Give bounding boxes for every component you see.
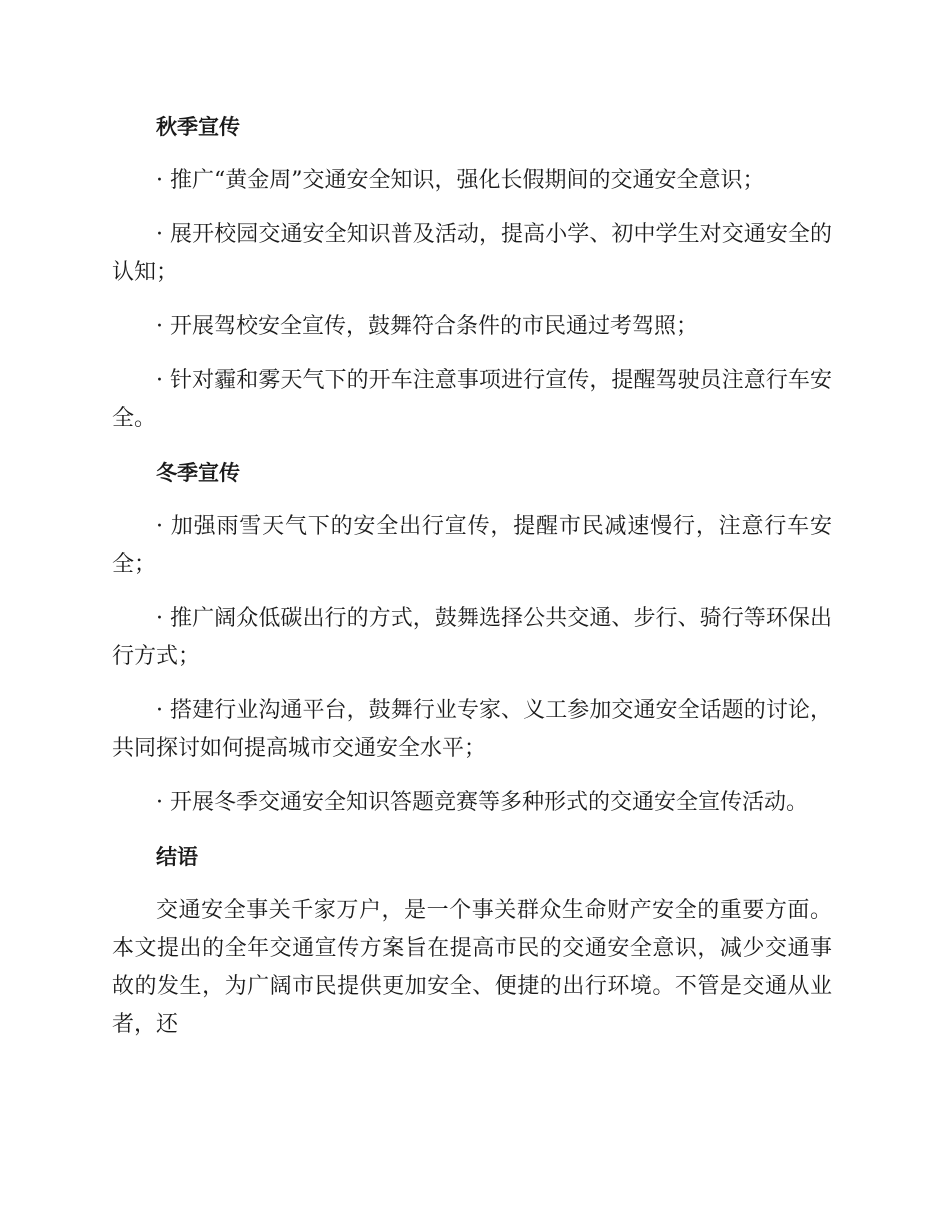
list-item: · 加强雨雪天气下的安全出行宣传，提醒市民减速慢行，注意行车安全； [112,514,832,577]
section-heading-winter: 冬季宣传 [156,461,240,485]
list-item: · 开展冬季交通安全知识答题竞赛等多种形式的交通安全宣传活动。 [156,790,808,815]
list-item: · 展开校园交通安全知识普及活动，提高小学、初中学生对交通安全的认知； [112,222,832,285]
section-heading-autumn: 秋季宣传 [156,115,240,139]
document-body [112,108,832,1060]
list-item: · 针对霾和雾天气下的开车注意事项进行宣传，提醒驾驶员注意行车安全。 [112,368,832,431]
list-item: · 推广“黄金周”交通安全知识，强化长假期间的交通安全意识； [156,168,765,193]
conclusion-paragraph: 交通安全事关千家万户，是一个事关群众生命财产安全的重要方面。本文提出的全年交通宣传方案旨在提高市民的交通安全意识，减少交通事故的发生，为广阔市民提供更加安全、便捷的出行环境。不管是交通从业者，还 [112,898,832,1037]
section-heading-conclusion: 结语 [156,845,198,869]
list-item: · 开展驾校安全宣传，鼓舞符合条件的市民通过考驾照； [156,314,698,339]
list-item: · 推广阔众低碳出行的方式，鼓舞选择公共交通、步行、骑行等环保出行方式； [112,606,832,669]
list-item: · 搭建行业沟通平台，鼓舞行业专家、义工参加交通安全话题的讨论，共同探讨如何提高城市交通安全水平； [112,698,832,761]
